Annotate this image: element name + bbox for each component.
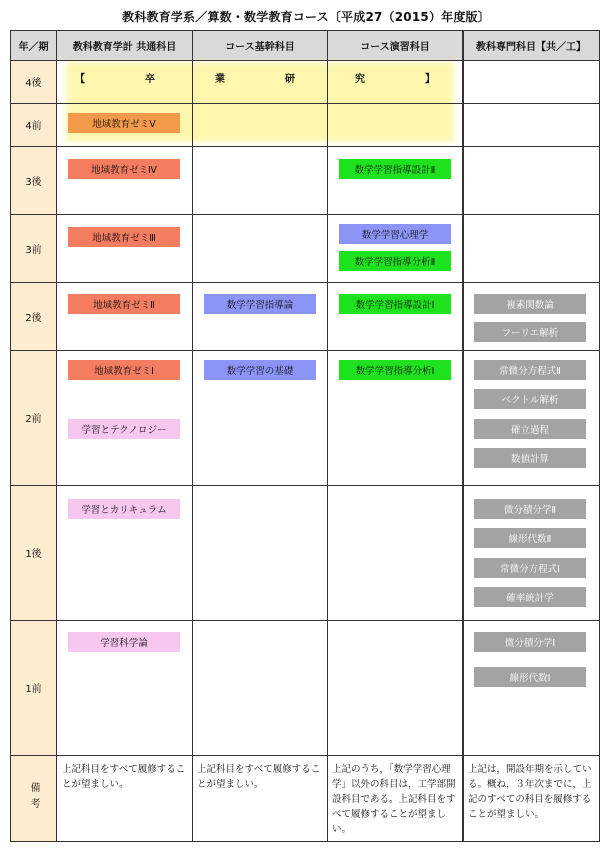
note-specialty: 上記は，開設年期を示している。概ね，３年次までに，上記のすべての科目を履修することが望ましい。 — [468, 764, 592, 820]
term-label: 3後 — [25, 176, 42, 188]
course-ode-2: 常微分方程式Ⅱ — [474, 360, 586, 380]
column-divider — [462, 30, 464, 841]
term-label: 1前 — [25, 684, 42, 695]
graduation-char: 】 — [425, 74, 435, 85]
row-divider — [10, 103, 600, 104]
row-divider — [10, 620, 600, 621]
row-divider — [10, 841, 600, 842]
course-analysis-2: 数学学習指導分析Ⅱ — [339, 251, 451, 271]
term-label: 1後 — [25, 549, 42, 560]
course-analysis-1: 数学学習指導分析Ⅰ — [339, 360, 451, 380]
graduation-char: 研 — [285, 74, 295, 85]
row-divider — [10, 485, 600, 486]
course-design-1: 数学学習指導設計Ⅰ — [339, 294, 451, 314]
column-divider — [327, 30, 328, 841]
graduation-char: 業 — [215, 74, 225, 85]
remarks-label — [11, 755, 56, 841]
note-practice: 上記のうち，「数学学習心理学」以外の科目は，工学部開設科目である。上記科目をすべて履修することが望ましい。 — [332, 764, 456, 835]
course-chiiki-seminar-3: 地域教育ゼミⅢ — [68, 227, 180, 247]
term-label: 2前 — [25, 414, 42, 425]
course-math-basics: 数学学習の基礎 — [204, 360, 316, 380]
row-divider — [10, 146, 600, 147]
course-calculus-1: 微分積分学Ⅰ — [474, 632, 586, 652]
course-fourier-analysis: フーリエ解析 — [474, 322, 586, 342]
term-label: 4前 — [25, 121, 42, 132]
course-chiiki-seminar-5: 地域教育ゼミⅤ — [68, 113, 180, 133]
term-label: 3前 — [25, 244, 42, 256]
course-probability-statistics: 確率統計学 — [474, 587, 586, 607]
row-divider — [10, 30, 600, 31]
term-label: 2後 — [25, 312, 42, 324]
course-learning-science: 学習科学論 — [68, 632, 180, 652]
term-label: 4後 — [25, 78, 42, 89]
course-ode-1: 常微分方程式Ⅰ — [474, 558, 586, 578]
course-math-psychology: 数学学習心理学 — [339, 224, 451, 244]
course-stochastic-process: 確立過程 — [474, 419, 586, 439]
row-divider — [10, 282, 600, 283]
note-core: 上記科目をすべて履修することが望ましい。 — [197, 764, 321, 790]
course-linear-algebra-1: 線形代数Ⅰ — [474, 667, 586, 687]
course-design-2: 数学学習指導設計Ⅱ — [339, 159, 451, 179]
remarks-label-text: 備考 — [28, 782, 39, 814]
graduation-char: 卒 — [145, 74, 155, 85]
course-linear-algebra-2: 線形代数Ⅱ — [474, 528, 586, 548]
course-complex-functions: 複素関数論 — [474, 294, 586, 314]
header-common: 教科教育学計 共通科目 — [57, 30, 192, 60]
course-numerical-computation: 数値計算 — [474, 448, 586, 468]
course-chiiki-seminar-2: 地域教育ゼミⅡ — [68, 294, 180, 314]
course-learning-curriculum: 学習とカリキュラム — [68, 499, 180, 519]
page-title: 教科教育学系／算数・数学教育コース〔平成27（2015）年度版〕 — [122, 10, 490, 24]
row-divider — [10, 755, 600, 756]
header-practice: コース演習科目 — [328, 30, 462, 60]
course-calculus-2: 微分積分学Ⅱ — [474, 499, 586, 519]
row-divider — [10, 214, 600, 215]
course-learning-technology: 学習とテクノロジー — [68, 419, 180, 439]
header-specialty: 教科専門科目【共／工】 — [463, 30, 599, 60]
graduation-char: 究 — [355, 74, 365, 85]
header-core: コース基幹科目 — [193, 30, 327, 60]
course-math-guidance: 数学学習指導論 — [204, 294, 316, 314]
graduation-char: 【 — [75, 74, 85, 85]
row-divider — [10, 350, 600, 351]
graduation-research — [75, 70, 435, 85]
column-divider — [599, 30, 600, 841]
header-term: 年／期 — [11, 30, 56, 60]
column-divider — [56, 30, 57, 841]
course-vector-analysis: ベクトル解析 — [474, 389, 586, 409]
course-chiiki-seminar-4: 地域教育ゼミⅣ — [68, 159, 180, 179]
column-divider — [192, 30, 193, 841]
row-divider — [10, 60, 600, 61]
note-common: 上記科目をすべて履修することが望ましい。 — [62, 764, 186, 790]
course-chiiki-seminar-1: 地域教育ゼミⅠ — [68, 360, 180, 380]
